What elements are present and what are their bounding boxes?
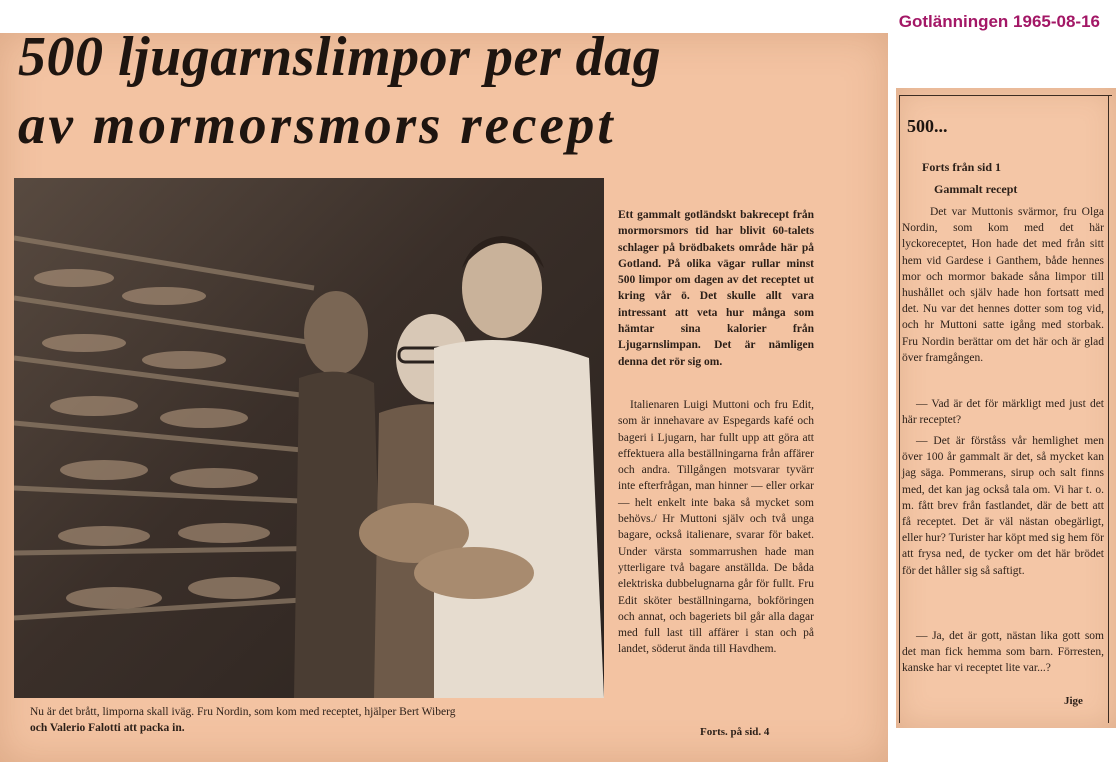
article-body: Italienaren Luigi Muttoni och fru Edit, som är innehavare av Espegards kafé och bageri i Ljugarn, har fullt upp att göra att effektuera alla beställningarna från affärer och andra. Tillgången motsvarar tyvärr inte efterfrågan, man hinner — eller orkar — helt enkelt inte baka så mycket som behövs./ Hr Muttoni själv och två unga bagare, också italienare, svarar för baket. Under värsta sommarrushen hade man ytterligare två bagare anställda. De båda elektriska dubbelugnarna går för fullt. Fru Edit sköter beställningarna, bokföringen och annat, och bageriets bil går alla dagar med full last till affärer i stan och på landet, söderut ända till Havdhem. [618,399,814,656]
bakery-photo [14,178,604,698]
headline-line-1: 500 ljugarnslimpor per dag [18,26,662,88]
author-signature: Jige [1064,695,1083,707]
side-rule-top [900,95,1112,96]
continuation-paragraph: — Det är förståss vår hemlighet men över 100 år gammalt är det, så mycket kan jag säga. Pommerans, sirup och salt finns med, det kan jag också tala om. Vi har t. o. m. fått brev från fastlandet, där de bett att få receptet. Det är väl nästan obegärligt, eller hur? Turister har köpt med sig hem för att frysa ned, de tycker om det här brödet för det håller sig så saftigt. [902,435,1104,577]
article-lead: Ett gammalt gotländskt bakrecept från mormorsmors tid har blivit 60-talets schlager på brödbakets område här på Gotland. På olika vägar rullar minst 500 limpor om dagen av det receptet ut kring vår ö. Det skulle allt vara intressant att veta hur många som hämtar sina kalorier från Ljugarnslimpan. Det är nämligen denna det rör sig om. [618,209,814,368]
continuation-subheading: Gammalt recept [934,182,1018,196]
continuation-paragraph: — Vad är det för märkligt med just det här receptet? [902,398,1104,427]
continued-on-page: Forts. på sid. 4 [700,726,770,738]
continuation-paragraph: Det var Muttonis svärmor, fru Olga Nordin, som kom med det här lyckoreceptet, Hon hade det med från sitt hem vid Gardese i Ganthem, både hennes mor och mormor bakade såna limpor till hushållet och själv hade hon fortsatt med det. Nu var det hennes dotter som tog vid, och hr Muttoni satte igång med storbak. Fru Nordin berättar om det här och är glad över framgången. [902,206,1104,364]
photo-caption [30,704,610,736]
caption-text-bold: och Valerio Falotti att packa in. [30,722,185,734]
caption-text: Nu är det brått, limporna skall iväg. Fru Nordin, som kom med receptet, hjälper Bert Wiberg [30,706,456,718]
continuation-paragraph: — Ja, det är gott, nästan lika gott som det man fick hemma som barn. Förresten, kanske har vi receptet lite var...? [902,630,1104,675]
headline-line-2: av mormorsmors recept [18,94,616,155]
continuation-title: 500... [907,116,948,136]
bakery-photo-illustration [14,178,604,698]
source-label: Gotlänningen 1965-08-16 [898,12,1100,31]
continuation-from-page: Forts från sid 1 [922,160,1001,174]
side-rule-left [899,95,900,723]
side-rule-right [1108,95,1109,723]
